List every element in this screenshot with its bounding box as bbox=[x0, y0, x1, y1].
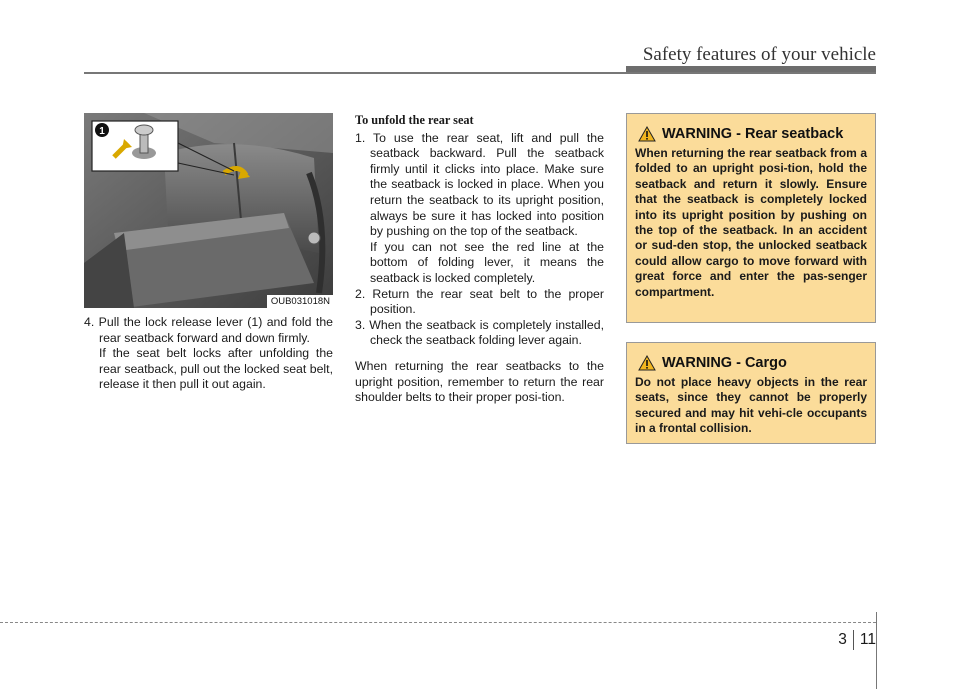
page-number-value: 11 bbox=[859, 631, 876, 648]
warning-box-rear-seatback bbox=[626, 113, 876, 323]
column-left bbox=[84, 315, 333, 393]
rear-seat-drawing bbox=[84, 113, 333, 308]
warning-title-text: WARNING - Cargo bbox=[662, 355, 787, 371]
warning-triangle-icon bbox=[638, 126, 656, 142]
footer-tick bbox=[876, 612, 877, 689]
closing-paragraph: When returning the rear seatbacks to the upright position, remember to return the rear shoulder belts to their proper posi-tion. bbox=[355, 358, 604, 405]
figure-code: OUB031018N bbox=[267, 295, 333, 308]
header-title: Safety features of your vehicle bbox=[642, 44, 876, 65]
warning-title-text: WARNING - Rear seatback bbox=[662, 126, 844, 142]
step-1-note: If you can not see the red line at the bottom of folding lever, it means the seatback is locked completely. bbox=[370, 239, 604, 285]
chapter-number: 3 bbox=[838, 631, 847, 648]
warning-box-cargo bbox=[626, 342, 876, 444]
callout-number: 1 bbox=[99, 126, 105, 137]
warning-title bbox=[635, 126, 867, 142]
page-number bbox=[838, 630, 876, 650]
step-1: 1. To use the rear seat, lift and pull the seatback backward. Pull the seatback firmly until it clicks into place. Make sure the seatback is locked in place. When you return the seatback to its upright position, always be sure it has locked into position by pushing on the top of the seatback. bbox=[355, 130, 604, 239]
step-3: 3. When the seatback is completely installed, check the seatback folding lever again. bbox=[355, 317, 604, 348]
step-2: 2. Return the rear seat belt to the proper position. bbox=[355, 286, 604, 317]
step-4-note: If the seat belt locks after unfolding the rear seatback, pull out the locked seat belt, release it then pull it out again. bbox=[99, 346, 333, 392]
rear-seat-illustration bbox=[84, 113, 333, 308]
page-number-separator bbox=[853, 630, 854, 650]
column-middle bbox=[355, 113, 604, 406]
warning-triangle-icon bbox=[638, 355, 656, 371]
footer-rule bbox=[0, 622, 876, 623]
warning-title bbox=[635, 355, 867, 371]
warning-body: Do not place heavy objects in the rear seats, since they cannot be properly secured and may hit vehi-cle occupants in a frontal collision. bbox=[635, 375, 867, 436]
step-4: 4. Pull the lock release lever (1) and fold the rear seatback forward and down firmly. bbox=[84, 315, 333, 345]
warning-body: When returning the rear seatback from a folded to an upright posi-tion, hold the seatback and return it slowly. Ensure that the seatback is completely locked into its upright position by pushing on the top of the seatback. In an accident or sud-den stop, the unlocked seatback could allow cargo to move forward with great force and enter the pas-senger compartment. bbox=[635, 146, 867, 299]
header-rule bbox=[84, 72, 876, 74]
section-subhead: To unfold the rear seat bbox=[355, 113, 474, 127]
